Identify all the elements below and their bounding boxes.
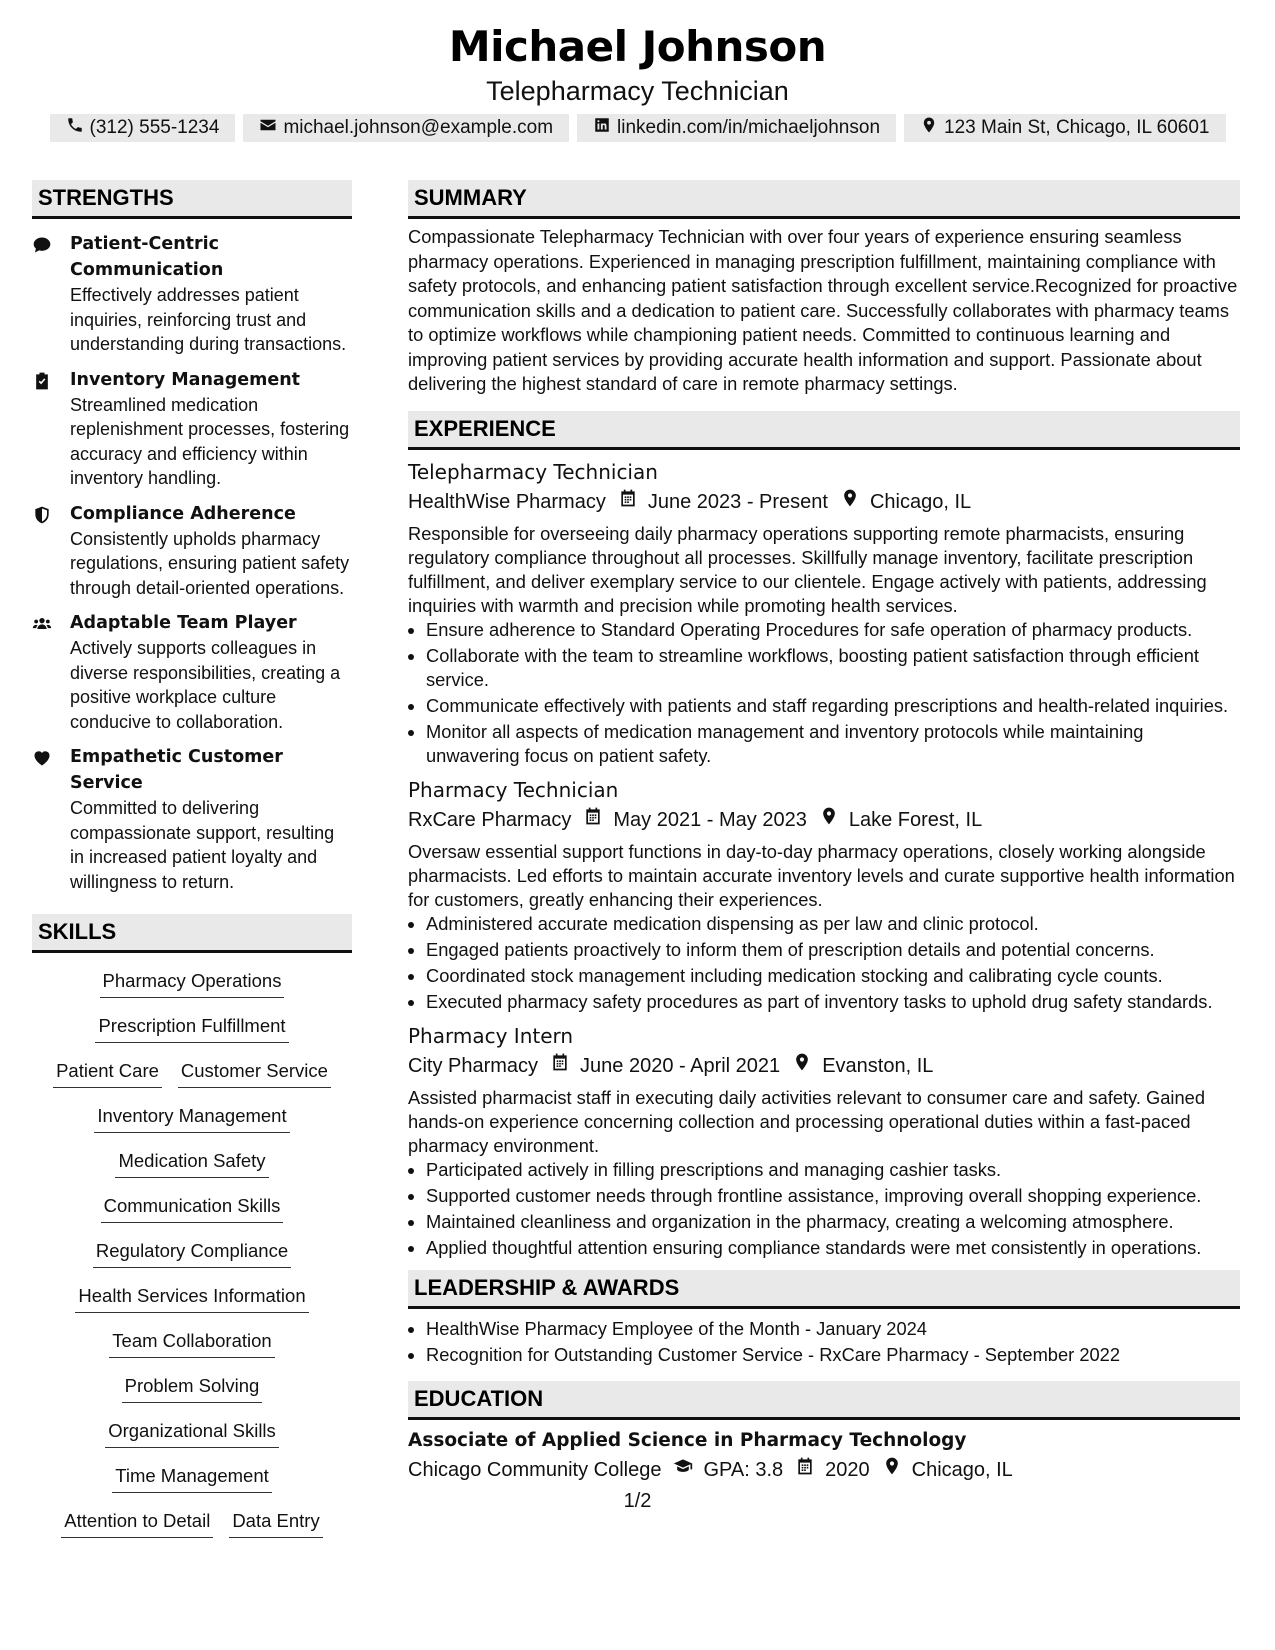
skill-tag: Regulatory Compliance xyxy=(93,1237,291,1268)
strengths-list xyxy=(32,231,352,894)
job-title: Pharmacy Technician xyxy=(408,777,619,802)
awards-list xyxy=(408,1317,1240,1367)
skill-tag: Customer Service xyxy=(178,1057,331,1088)
location-icon xyxy=(780,1050,822,1082)
email-text: michael.johnson@example.com xyxy=(283,117,554,138)
education-meta xyxy=(408,1454,1240,1486)
strength-item xyxy=(32,501,352,601)
job-location: Evanston, IL xyxy=(822,1054,934,1077)
location-icon xyxy=(807,804,849,836)
location-icon xyxy=(920,116,938,140)
skill-tag: Pharmacy Operations xyxy=(100,967,285,998)
job-description: Responsible for overseeing daily pharmacy operations supporting remote pharmacists, ensuring regulatory compliance throughout all processes. Skillfully manage inventory, facilitate prescription fulfillment, and deliver exemplary service to our clientele. Engage actively with patients, addressing inquiries with warmth and precision while promoting health services. xyxy=(408,522,1207,616)
experience-heading: EXPERIENCE xyxy=(408,411,1240,450)
contact-bar xyxy=(0,114,1275,142)
school-location: Chicago, IL xyxy=(911,1458,1013,1481)
skill-tag: Medication Safety xyxy=(115,1147,268,1178)
skills-heading: SKILLS xyxy=(32,914,352,953)
strength-item xyxy=(32,744,352,894)
school-name: Chicago Community College xyxy=(408,1458,662,1481)
heart-icon xyxy=(32,744,56,894)
shield-icon xyxy=(32,501,56,601)
bullet-item: • Coordinated stock management including medication stocking and calibrating cycle counts. xyxy=(426,964,1240,988)
strength-desc: Streamlined medication replenishment processes, fostering accuracy and efficiency within inventory handling. xyxy=(70,394,350,488)
calendar-icon xyxy=(783,1454,825,1486)
strength-item xyxy=(32,610,352,734)
candidate-name: Michael Johnson xyxy=(448,22,827,71)
right-column xyxy=(408,180,1240,1486)
skill-tag: Problem Solving xyxy=(122,1372,263,1403)
bullet-item: • Supported customer needs through frontline assistance, improving overall shopping experience. xyxy=(426,1184,1240,1208)
job-bullets xyxy=(408,618,1240,768)
contact-linkedin[interactable] xyxy=(577,114,896,142)
bullet-item: • Collaborate with the team to streamline workflows, boosting patient satisfaction through efficient service. xyxy=(426,644,1240,692)
location-icon xyxy=(828,486,870,518)
skill-tag: Organizational Skills xyxy=(105,1417,279,1448)
strength-desc: Committed to delivering compassionate support, resulting in increased patient loyalty and willingness to return. xyxy=(70,798,335,892)
job-headline: Telepharmacy Technician xyxy=(486,76,789,106)
strength-title: Patient-Centric Communication xyxy=(70,234,224,280)
strength-title: Inventory Management xyxy=(70,369,301,390)
award-item: • Recognition for Outstanding Customer Service - RxCare Pharmacy - September 2022 xyxy=(426,1343,1240,1367)
bullet-item: • Ensure adherence to Standard Operating Procedures for safe operation of pharmacy products. xyxy=(426,618,1240,642)
left-column xyxy=(32,180,352,1552)
strength-desc: Actively supports colleagues in diverse responsibilities, creating a positive workplace culture conducive to collaboration. xyxy=(70,638,341,732)
speech-bubble-icon xyxy=(32,231,56,357)
degree-title: Associate of Applied Science in Pharmacy Technology xyxy=(408,1429,967,1451)
calendar-icon xyxy=(571,804,613,836)
job-location: Lake Forest, IL xyxy=(848,808,983,831)
job-entry xyxy=(408,776,1240,1014)
calendar-icon xyxy=(606,486,648,518)
email-icon xyxy=(259,116,277,140)
skill-tag: Communication Skills xyxy=(101,1192,284,1223)
strengths-heading: STRENGTHS xyxy=(32,180,352,219)
contact-phone[interactable] xyxy=(50,114,236,142)
contact-email[interactable] xyxy=(243,114,569,142)
phone-text: (312) 555-1234 xyxy=(89,117,220,138)
job-description: Oversaw essential support functions in day-to-day pharmacy operations, closely working alongside pharmacists. Led efforts to maintain accurate inventory levels and curate supportive health information for customers, greatly enhancing their experiences. xyxy=(408,840,1235,910)
job-bullets xyxy=(408,1158,1240,1260)
clipboard-check-icon xyxy=(32,367,56,491)
skill-tag: Data Entry xyxy=(229,1507,322,1538)
skill-tag: Team Collaboration xyxy=(109,1327,274,1358)
job-title: Telepharmacy Technician xyxy=(408,459,658,484)
skill-tag: Inventory Management xyxy=(94,1102,289,1133)
strength-item xyxy=(32,367,352,491)
gpa: GPA: 3.8 xyxy=(703,1458,784,1481)
linkedin-icon xyxy=(593,116,611,140)
users-icon xyxy=(32,610,56,734)
linkedin-text: linkedin.com/in/michaeljohnson xyxy=(617,117,881,138)
address-text: 123 Main St, Chicago, IL 60601 xyxy=(944,117,1210,138)
bullet-item: • Engaged patients proactively to inform them of prescription details and potential concerns. xyxy=(426,938,1240,962)
strength-title: Adaptable Team Player xyxy=(70,613,297,633)
job-bullets xyxy=(408,912,1240,1014)
skills-list xyxy=(32,967,352,1552)
skill-tag: Patient Care xyxy=(53,1057,162,1088)
award-item: • HealthWise Pharmacy Employee of the Month - January 2024 xyxy=(426,1317,1240,1341)
bullet-item: • Monitor all aspects of medication management and inventory protocols while maintaining unwavering focus on patient safety. xyxy=(426,720,1240,768)
job-dates: June 2023 - Present xyxy=(647,490,828,513)
job-title: Pharmacy Intern xyxy=(408,1023,574,1048)
calendar-icon xyxy=(538,1050,580,1082)
graduation-year: 2020 xyxy=(825,1458,870,1481)
strength-title: Compliance Adherence xyxy=(70,503,296,524)
job-meta xyxy=(408,1050,1240,1082)
skill-tag: Time Management xyxy=(112,1462,272,1493)
graduation-cap-icon xyxy=(661,1454,703,1486)
job-dates: June 2020 - April 2021 xyxy=(580,1054,781,1077)
strength-desc: Consistently upholds pharmacy regulations, ensuring patient safety through detail-oriented operations. xyxy=(70,528,350,598)
skill-tag: Attention to Detail xyxy=(61,1507,213,1538)
bullet-item: • Administered accurate medication dispensing as per law and clinic protocol. xyxy=(426,912,1240,936)
page-number: 1/2 xyxy=(623,1490,652,1512)
strength-title: Empathetic Customer Service xyxy=(70,747,283,793)
company-name: City Pharmacy xyxy=(408,1054,539,1077)
job-location: Chicago, IL xyxy=(869,490,972,513)
bullet-item: • Executed pharmacy safety procedures as part of inventory tasks to uphold drug safety standards. xyxy=(426,990,1240,1014)
phone-icon xyxy=(66,116,84,140)
company-name: RxCare Pharmacy xyxy=(408,808,572,831)
summary-text: Compassionate Telepharmacy Technician with over four years of experience ensuring seamless pharmacy operations. Experienced in managing prescription fulfillment, maintaining compliance with safety protocols, and enhancing patient satisfaction through excellent service.Recognized for proactive communication skills and a dedication to patient care. Successfully collaborates with pharmacy teams to optimize workflows while championing patient needs. Committed to continuous learning and improving patient services by providing accurate health information and support. Passionate about delivering the highest standard of care in remote pharmacy settings. xyxy=(408,226,1238,394)
leadership-heading: LEADERSHIP & AWARDS xyxy=(408,1270,1240,1309)
job-description: Assisted pharmacist staff in executing daily activities relevant to consumer care and safety. Gained hands-on experience concerning collection and processing operational duties within a fast-paced pharmacy environment. xyxy=(408,1086,1205,1156)
summary-heading: SUMMARY xyxy=(408,180,1240,219)
bullet-item: • Maintained cleanliness and organization in the pharmacy, creating a welcoming atmosphere. xyxy=(426,1210,1240,1234)
skill-tag: Prescription Fulfillment xyxy=(95,1012,288,1043)
bullet-item: • Applied thoughtful attention ensuring compliance standards were met consistently in operations. xyxy=(426,1236,1240,1260)
strength-desc: Effectively addresses patient inquiries, reinforcing trust and understanding during transactions. xyxy=(70,285,347,354)
contact-address xyxy=(904,114,1225,142)
education-heading: EDUCATION xyxy=(408,1381,1240,1420)
job-meta xyxy=(408,486,1240,518)
job-entry xyxy=(408,1022,1240,1260)
bullet-item: • Participated actively in filling prescriptions and managing cashier tasks. xyxy=(426,1158,1240,1182)
strength-item xyxy=(32,231,352,357)
skill-tag: Health Services Information xyxy=(75,1282,308,1313)
job-entry xyxy=(408,458,1240,768)
location-icon xyxy=(870,1454,912,1486)
job-meta xyxy=(408,804,1240,836)
bullet-item: • Communicate effectively with patients and staff regarding prescriptions and health-related inquiries. xyxy=(426,694,1240,718)
company-name: HealthWise Pharmacy xyxy=(408,490,606,513)
job-dates: May 2021 - May 2023 xyxy=(613,808,807,831)
